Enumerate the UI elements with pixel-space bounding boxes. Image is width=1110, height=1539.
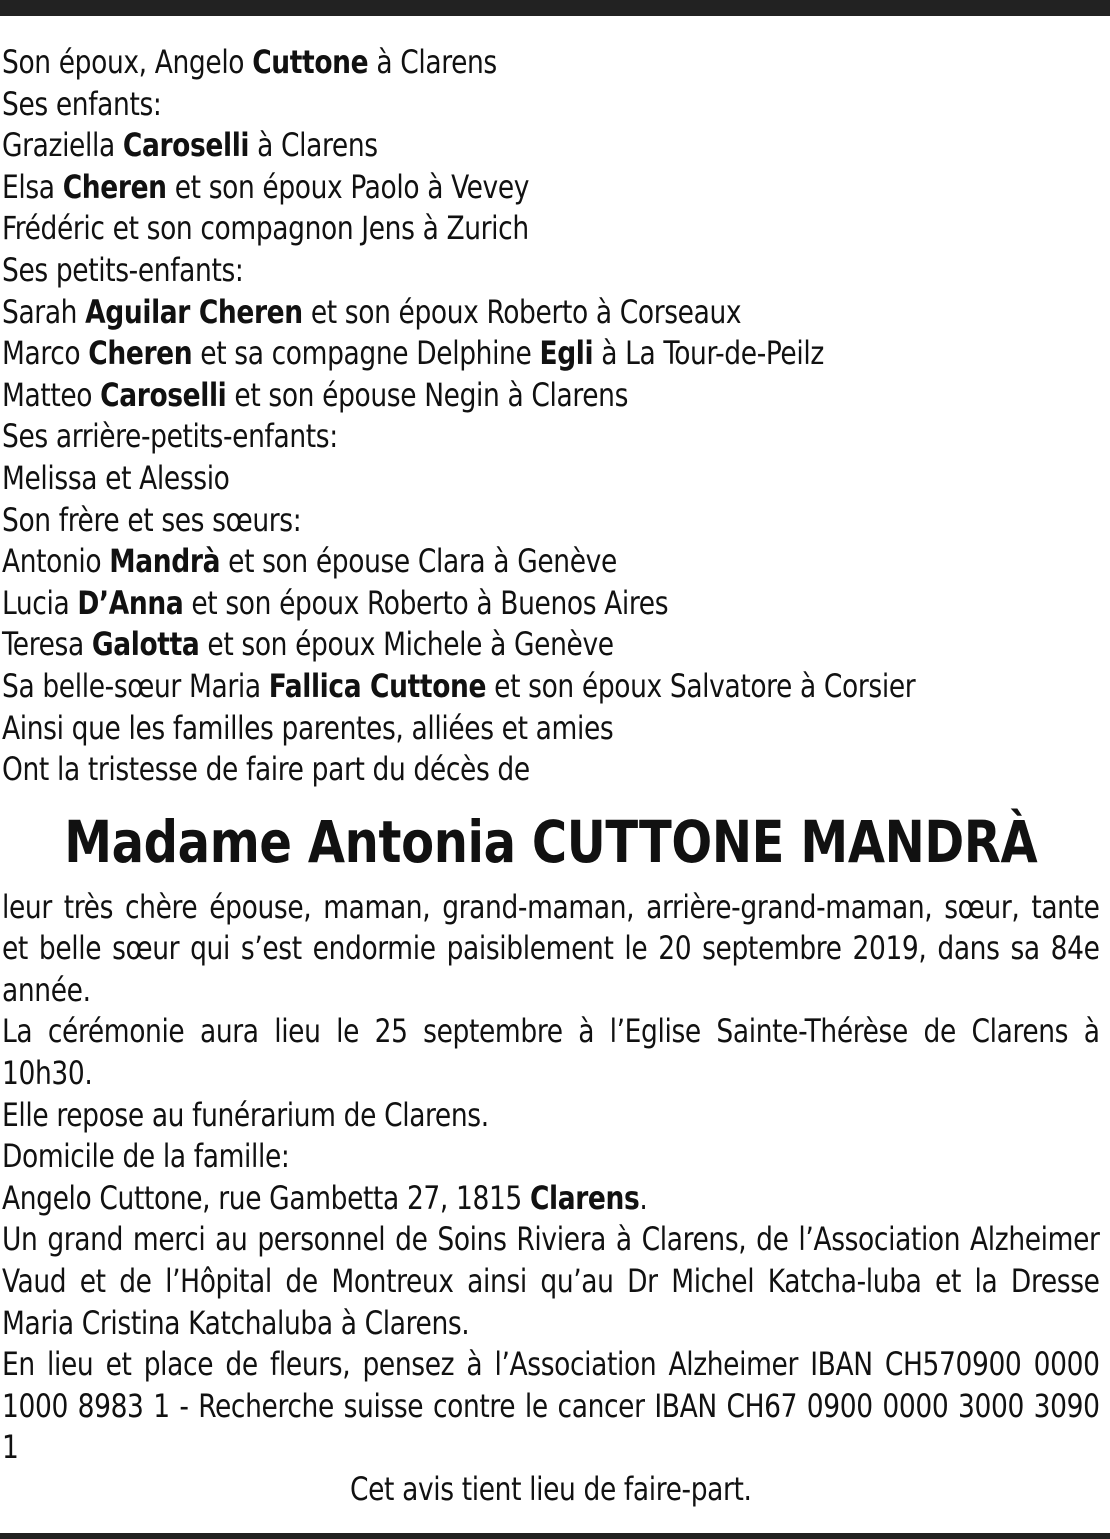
family-text: Ses enfants:	[2, 84, 162, 123]
family-line	[2, 624, 1100, 666]
family-line	[2, 500, 1100, 542]
family-text: Ont la tristesse de faire part du décès de	[2, 750, 530, 789]
family-text: Graziella	[2, 126, 123, 165]
family-text: Matteo	[2, 375, 101, 414]
family-surname: Cuttone	[252, 43, 369, 81]
family-surname: Egli	[539, 334, 594, 373]
family-line	[2, 84, 1100, 126]
family-line	[2, 541, 1100, 583]
family-surname: Cheren	[62, 167, 167, 206]
family-line	[2, 708, 1100, 750]
family-surname: Caroselli	[100, 375, 227, 414]
bottom-rule	[0, 1533, 1110, 1539]
family-text: Elsa	[2, 167, 63, 206]
family-text: Ainsi que les familles parentes, alliées et amies	[2, 708, 614, 747]
family-line	[2, 208, 1100, 250]
family-text: et son époux Michele à Genève	[199, 625, 614, 664]
family-address	[2, 1178, 1100, 1220]
family-line	[2, 749, 1100, 791]
family-text: à Clarens	[368, 43, 497, 81]
family-line	[2, 416, 1100, 458]
family-surname: Galotta	[91, 625, 200, 664]
family-text: et sa compagne Delphine	[192, 334, 540, 373]
family-text: à La Tour-de-Peilz	[593, 334, 824, 373]
repose-line: Elle repose au funérarium de Clarens.	[2, 1095, 489, 1134]
obituary-notice	[2, 42, 1100, 1511]
family-surname: Caroselli	[122, 126, 250, 165]
family-line	[2, 458, 1100, 500]
family-line	[2, 167, 1100, 209]
family-text: Lucia	[2, 583, 78, 622]
family-text: et son époux Roberto à Corseaux	[302, 292, 742, 331]
family-text: Frédéric et son compagnon Jens à Zurich	[2, 209, 529, 248]
family-line	[2, 333, 1100, 375]
family-text: Marco	[2, 334, 89, 373]
closing-line: Cet avis tient lieu de faire-part.	[349, 1470, 752, 1508]
family-text: et son époux Roberto à Buenos Aires	[183, 583, 669, 622]
family-text: et son époux Salvatore à Corsier	[486, 666, 916, 705]
family-line	[2, 666, 1100, 708]
family-line	[2, 42, 1100, 84]
family-line	[2, 125, 1100, 167]
family-text: Ses petits-enfants:	[2, 250, 244, 289]
thanks-paragraph: Un grand merci au personnel de Soins Riviera à Clarens, de l’Association Alzheimer Vaud et de l’Hôpital de Montreux ainsi qu’au Dr Michel Katcha-luba et la Dresse Maria Cristina Katchaluba à Clarens.	[2, 1220, 1100, 1342]
deceased-name: Madame Antonia CUTTONE MANDRÀ	[64, 807, 1038, 876]
family-surname: Mandrà	[109, 542, 221, 581]
intro-paragraph: leur très chère épouse, maman, grand-maman, arrière-grand-maman, sœur, tante et belle sœur qui s’est endormie paisiblement le 20 septembre 2019, dans sa 84e année.	[2, 887, 1100, 1009]
family-line	[2, 583, 1100, 625]
address-city: Clarens	[529, 1178, 640, 1217]
family-line	[2, 375, 1100, 417]
family-surname: Fallica Cuttone	[268, 666, 487, 705]
family-text: et son époux Paolo à Vevey	[166, 167, 530, 206]
family-text: Antonio	[2, 542, 110, 581]
top-rule	[0, 0, 1110, 16]
address-end: .	[639, 1178, 648, 1217]
donations-paragraph: En lieu et place de fleurs, pensez à l’Association Alzheimer IBAN CH570900 0000 1000 8983 1 - Recherche suisse contre le cancer IBAN CH67 0900 0000 3000 3090 1	[2, 1345, 1100, 1467]
family-line	[2, 250, 1100, 292]
family-text: Sarah	[2, 292, 86, 331]
family-text: Sa belle-sœur Maria	[2, 666, 269, 705]
family-list	[2, 42, 1100, 791]
family-text: Son époux, Angelo	[2, 43, 253, 81]
family-text: et son épouse Negin à Clarens	[226, 375, 629, 414]
family-line	[2, 292, 1100, 334]
address-text: Angelo Cuttone, rue Gambetta 27, 1815	[2, 1178, 530, 1217]
family-surname: Cheren	[88, 334, 193, 373]
family-surname: Aguilar Cheren	[85, 292, 303, 331]
family-surname: D’Anna	[77, 583, 184, 622]
family-text: et son épouse Clara à Genève	[220, 542, 617, 581]
family-text: à Clarens	[249, 126, 378, 165]
family-text: Melissa et Alessio	[2, 458, 230, 497]
family-text: Ses arrière-petits-enfants:	[2, 417, 338, 456]
domicile-label: Domicile de la famille:	[2, 1137, 290, 1176]
ceremony-paragraph: La cérémonie aura lieu le 25 septembre à l’Eglise Sainte-Thérèse de Clarens à 10h30.	[2, 1012, 1100, 1093]
family-text: Son frère et ses sœurs:	[2, 500, 302, 539]
family-text: Teresa	[2, 625, 92, 664]
